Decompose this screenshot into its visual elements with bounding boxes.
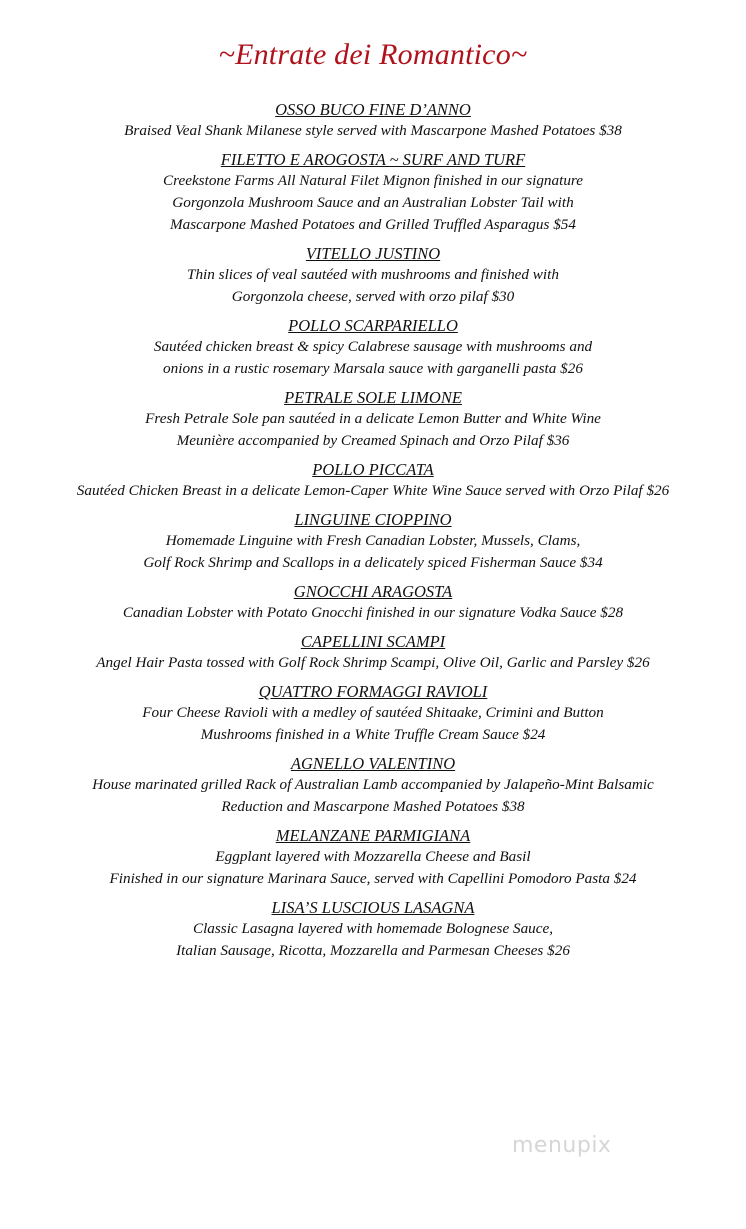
dish-description-line: Thin slices of veal sautéed with mushrooms and finished with	[187, 266, 559, 283]
dish-description-line: Meunière accompanied by Creamed Spinach and Orzo Pilaf $36	[176, 432, 570, 449]
menu-item	[0, 244, 746, 308]
dish-description-line: Italian Sausage, Ricotta, Mozzarella and Parmesan Cheeses $26	[176, 942, 570, 959]
dish-description-line: Gorgonzola Mushroom Sauce and an Australian Lobster Tail with	[172, 194, 574, 211]
menupix-watermark: menupix	[512, 1133, 612, 1158]
dish-name: POLLO SCARPARIELLO	[288, 316, 458, 335]
dish-name: CAPELLINI SCAMPI	[300, 632, 446, 651]
dish-name: AGNELLO VALENTINO	[290, 754, 456, 773]
dish-description-line: Angel Hair Pasta tossed with Golf Rock Shrimp Scampi, Olive Oil, Garlic and Parsley $26	[96, 654, 650, 671]
dish-description-line: Fresh Petrale Sole pan sautéed in a delicate Lemon Butter and White Wine	[145, 410, 601, 427]
menu-item	[0, 898, 746, 962]
dish-description-line: Braised Veal Shank Milanese style served with Mascarpone Mashed Potatoes $38	[124, 122, 622, 139]
dish-name: QUATTRO FORMAGGI RAVIOLI	[258, 682, 488, 701]
dish-name: POLLO PICCATA	[312, 460, 434, 479]
menu-list	[0, 100, 746, 970]
dish-description-line: Creekstone Farms All Natural Filet Mignon finished in our signature	[162, 172, 584, 189]
menu-item	[0, 682, 746, 746]
dish-description-line: Sautéed Chicken Breast in a delicate Lemon-Caper White Wine Sauce served with Orzo Pilaf $26	[76, 482, 670, 499]
dish-description-line: Mushrooms finished in a White Truffle Cream Sauce $24	[200, 726, 546, 743]
dish-description-line: Finished in our signature Marinara Sauce, served with Capellini Pomodoro Pasta $24	[109, 870, 637, 887]
dish-description-line: Mascarpone Mashed Potatoes and Grilled Truffled Asparagus $54	[170, 216, 576, 233]
dish-name: OSSO BUCO FINE D’ANNO	[275, 100, 471, 119]
dish-description-line: Classic Lasagna layered with homemade Bolognese Sauce,	[192, 920, 554, 937]
menu-item	[0, 510, 746, 574]
dish-name: LISA’S LUSCIOUS LASAGNA	[271, 898, 475, 917]
menu-item	[0, 100, 746, 142]
dish-description-line: Reduction and Mascarpone Mashed Potatoes $38	[221, 798, 525, 815]
dish-description-line: Homemade Linguine with Fresh Canadian Lobster, Mussels, Clams,	[165, 532, 581, 549]
dish-name: GNOCCHI ARAGOSTA	[293, 582, 453, 601]
menu-item	[0, 632, 746, 674]
menu-item	[0, 826, 746, 890]
page-title: ~Entrate dei Romantico~	[218, 38, 528, 71]
dish-name: VITELLO JUSTINO	[305, 244, 441, 263]
dish-name: LINGUINE CIOPPINO	[294, 510, 452, 529]
menu-item	[0, 460, 746, 502]
dish-description-line: onions in a rustic rosemary Marsala sauce with garganelli pasta $26	[163, 360, 583, 377]
dish-description-line: Eggplant layered with Mozzarella Cheese and Basil	[215, 848, 531, 865]
menu-item	[0, 754, 746, 818]
dish-name: FILETTO E AROGOSTA ~ SURF AND TURF	[220, 150, 526, 169]
menu-item	[0, 388, 746, 452]
dish-description-line: Sautéed chicken breast & spicy Calabrese sausage with mushrooms and	[153, 338, 593, 355]
menu-item	[0, 582, 746, 624]
dish-description-line: House marinated grilled Rack of Australian Lamb accompanied by Jalapeño-Mint Balsamic	[92, 776, 654, 793]
dish-description-line: Gorgonzola cheese, served with orzo pilaf $30	[231, 288, 515, 305]
dish-description-line: Canadian Lobster with Potato Gnocchi finished in our signature Vodka Sauce $28	[122, 604, 624, 621]
menu-item	[0, 150, 746, 236]
dish-description-line: Four Cheese Ravioli with a medley of sautéed Shitaake, Crimini and Button	[142, 704, 604, 721]
dish-description-line: Golf Rock Shrimp and Scallops in a delicately spiced Fisherman Sauce $34	[143, 554, 603, 571]
dish-name: MELANZANE PARMIGIANA	[275, 826, 471, 845]
dish-name: PETRALE SOLE LIMONE	[284, 388, 462, 407]
menu-item	[0, 316, 746, 380]
